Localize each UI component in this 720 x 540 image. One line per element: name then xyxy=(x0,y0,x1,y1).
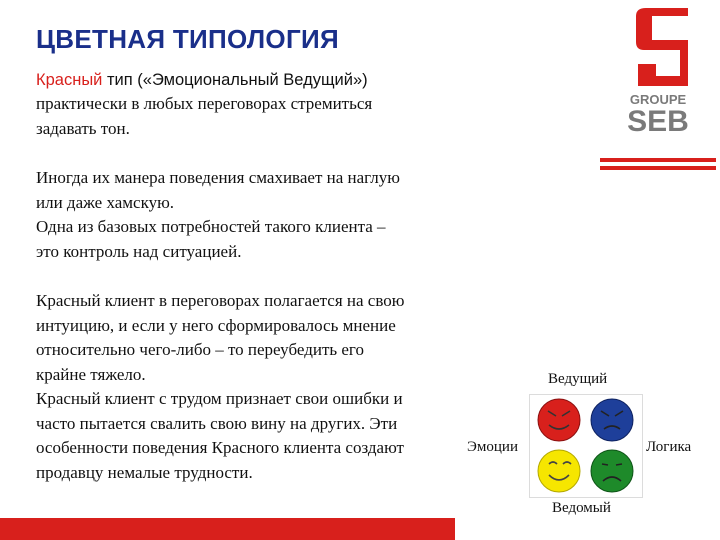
logo-red-line-2 xyxy=(600,166,716,170)
logo-red-line-1 xyxy=(600,158,716,162)
blue-face-icon xyxy=(591,399,633,441)
logo-graphic xyxy=(596,0,720,178)
yellow-face-icon xyxy=(538,450,580,492)
diagram-label-leader: Ведущий xyxy=(548,371,608,387)
footer-red-bar xyxy=(0,518,455,540)
slide-subtitle xyxy=(36,70,368,90)
groupe-seb-logo xyxy=(596,0,720,178)
logo-text-groupe: GROUPE xyxy=(629,92,687,107)
color-faces-diagram xyxy=(529,394,643,498)
logo-text-seb: SEB xyxy=(627,105,689,138)
diagram-label-emotions: Эмоции xyxy=(467,439,518,455)
slide-title: ЦВЕТНАЯ ТИПОЛОГИЯ xyxy=(36,24,339,54)
green-face-icon xyxy=(591,450,633,492)
subtitle-rest: тип («Эмоциональный Ведущий») xyxy=(102,71,368,89)
diagram-label-follower: Ведомый xyxy=(552,500,611,516)
paragraph-details: Красный клиент в переговорах полагается на свою интуицию, и если у него сформировалось мнение относительно чего-либо – то переубедить его крайне тяжело. Красный клиент с трудом признает свои ошибки и часто пытается свалить свою вину на других. Эти особенности поведения Красного клиента создают продавцу немалые трудности. xyxy=(36,291,405,482)
red-face-icon xyxy=(538,399,580,441)
diagram-label-logic: Логика xyxy=(646,439,692,455)
paragraph-intro: практически в любых переговорах стремиться задавать тон. xyxy=(36,94,373,138)
paragraph-behavior: Иногда их манера поведения смахивает на наглую или даже хамскую. Одна из базовых потребностей такого клиента – это контроль над ситуацией. xyxy=(36,168,400,261)
subtitle-red-word: Красный xyxy=(36,71,103,89)
logo-red-s-mark xyxy=(636,8,688,86)
